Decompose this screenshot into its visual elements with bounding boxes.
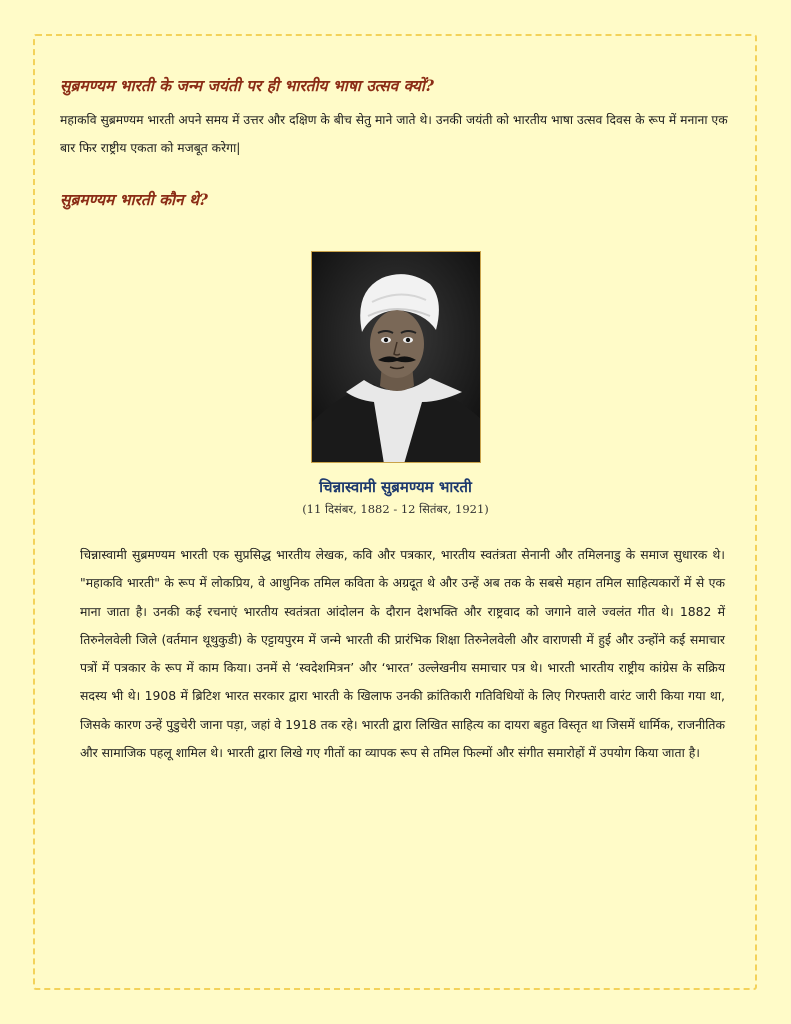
portrait-caption-name: चिन्नास्वामी सुब्रमण्यम भारती bbox=[319, 478, 472, 496]
portrait-caption-dates: (11 दिसंबर, 1882 - 12 सितंबर, 1921) bbox=[302, 502, 489, 516]
intro-paragraph: महाकवि सुब्रमण्यम भारती अपने समय में उत्तर और दक्षिण के बीच सेतु माने जाते थे। उनकी जयंती को भारतीय भाषा उत्सव दिवस के रूप में मनाना एक बार फिर राष्ट्रीय एकता को मजबूत करेगा| bbox=[60, 113, 728, 155]
biography-paragraph: चिन्नास्वामी सुब्रमण्यम भारती एक सुप्रसिद्ध भारतीय लेखक, कवि और पत्रकार, भारतीय स्वतंत्रता सेनानी और तमिलनाडु के समाज सुधारक थे। "महाकवि भारती" के रूप में लोकप्रिय, वे आधुनिक तमिल कविता के अग्रदूत थे और उन्हें अब तक के सबसे महान तमिल साहित्यकारों में से एक माना जाता है। उनकी कई रचनाएं भारतीय स्वतंत्रता आंदोलन के दौरान देशभक्ति और राष्ट्रवाद को जगाने वाले ज्वलंत गीत थे। 1882 में तिरुनेलवेली जिले (वर्तमान थूथुकुडी) के एट्टायपुरम में जन्मे भारती की प्रारंभिक शिक्षा तिरुनेलवेली और वाराणसी में हुई और उन्होंने कई समाचार पत्रों में पत्रकार के रूप में काम किया। उनमें से ‘स्वदेशमित्रन’ और ‘भारत’ उल्लेखनीय समाचार पत्र थे। भारती भारतीय राष्ट्रीय कांग्रेस के सक्रिय सदस्य भी थे। 1908 में ब्रिटिश भारत सरकार द्वारा भारती के खिलाफ उनकी क्रांतिकारी गतिविधियों के लिए गिरफ्तारी वारंट जारी किया गया था, जिसके कारण उन्हें पुडुचेरी जाना पड़ा, जहां वे 1918 तक रहे। भारती द्वारा लिखित साहित्य का दायरा बहुत विस्तृत था जिसमें धार्मिक, राजनीतिक और सामाजिक पहलू शामिल थे। भारती द्वारा लिखे गए गीतों का व्यापक रूप से तमिल फिल्मों और संगीत समारोहों में उपयोग किया जाता है। bbox=[80, 547, 725, 761]
section-heading-why-festival: सुब्रमण्यम भारती के जन्म जयंती पर ही भारतीय भाषा उत्सव क्यों? bbox=[60, 76, 434, 95]
section-heading-who-was-bharati: सुब्रमण्यम भारती कौन थे? bbox=[60, 190, 209, 209]
portrait-photo bbox=[311, 251, 481, 463]
